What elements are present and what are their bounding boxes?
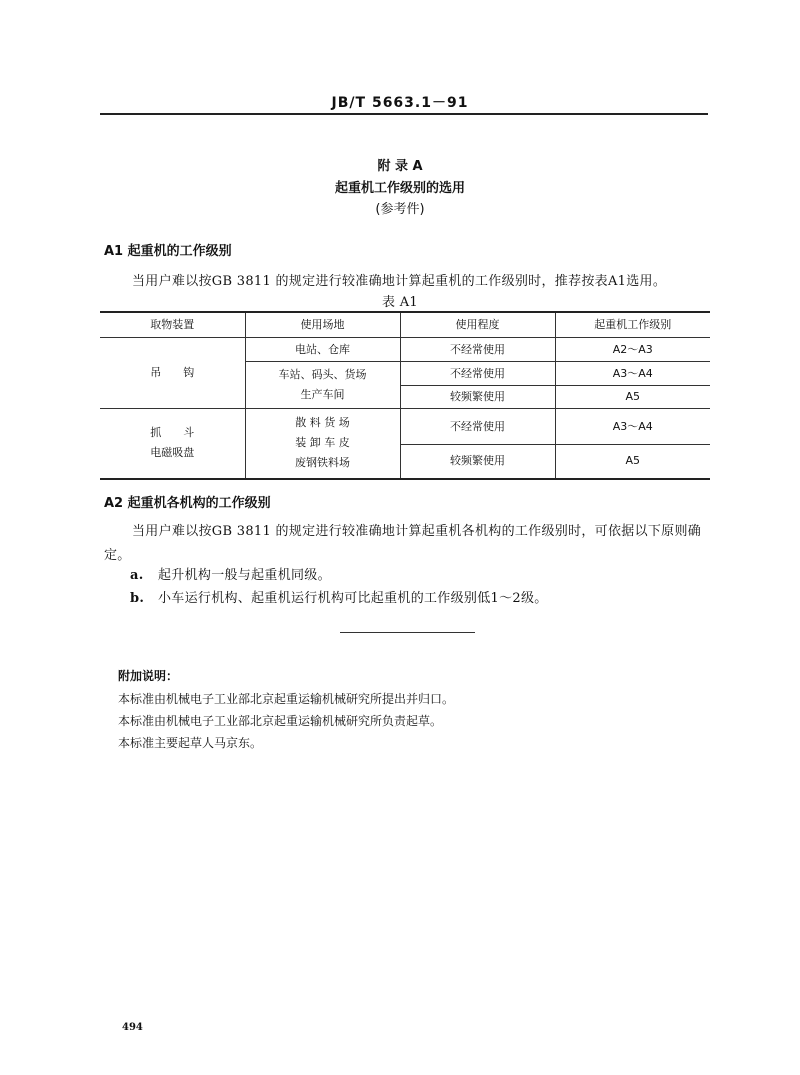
device-cell: 抓 斗 电磁吸盘: [100, 409, 245, 479]
standard-code-header: JB/T 5663.1－91: [331, 95, 469, 111]
section-a2-text: 当用户难以按GB 3811 的规定进行较准确地计算起重机各机构的工作级别时，可依据以下原则确定。: [104, 524, 702, 563]
level-cell: A3～A4: [555, 362, 710, 386]
usage-cell: 较频繁使用: [400, 386, 555, 409]
section-end-rule: [340, 632, 475, 633]
list-text: 起升机构一般与起重机同级。: [158, 568, 331, 583]
list-item: [130, 564, 331, 583]
appendix-label: 附 录 A: [377, 159, 423, 174]
page-number: 494: [122, 1022, 143, 1033]
table-header-cell: 取物装置: [100, 312, 245, 338]
usage-cell: 较频繁使用: [400, 445, 555, 479]
usage-cell: 不经常使用: [400, 409, 555, 445]
notes-line: 本标准由机械电子工业部北京起重运输机械研究所负责起草。: [118, 714, 443, 728]
level-cell: A5: [555, 445, 710, 479]
table-header-cell: 使用场地: [245, 312, 400, 338]
notes-line: 本标准由机械电子工业部北京起重运输机械研究所提出并归口。: [118, 692, 455, 706]
table-header-cell: 起重机工作级别: [555, 312, 710, 338]
notes-line: 本标准主要起草人马京东。: [118, 736, 263, 750]
list-marker: a.: [130, 568, 144, 583]
table-caption: 表 A1: [382, 295, 418, 310]
device-cell: 吊 钩: [100, 338, 245, 409]
list-text: 小车运行机构、起重机运行机构可比起重机的工作级别低1～2级。: [158, 591, 548, 606]
work-level-table: [100, 311, 710, 480]
site-cell: 散 料 货 场 装 卸 车 皮 废钢铁料场: [245, 409, 400, 479]
table-row: [100, 338, 710, 362]
site-cell: 车站、码头、货场 生产车间: [245, 362, 400, 409]
usage-cell: 不经常使用: [400, 338, 555, 362]
level-cell: A3～A4: [555, 409, 710, 445]
header-rule: [100, 113, 708, 115]
table-row: [100, 409, 710, 445]
level-cell: A5: [555, 386, 710, 409]
section-a2-heading: A2 起重机各机构的工作级别: [104, 496, 271, 511]
list-item: [130, 587, 548, 606]
site-cell: 电站、仓库: [245, 338, 400, 362]
table-header-cell: 使用程度: [400, 312, 555, 338]
section-a1-heading: A1 起重机的工作级别: [104, 244, 232, 259]
notes-heading: 附加说明：: [118, 669, 179, 683]
appendix-subtitle: (参考件): [375, 202, 425, 217]
table-header-row: [100, 312, 710, 338]
section-a1-text: 当用户难以按GB 3811 的规定进行较准确地计算起重机的工作级别时，推荐按表A1选用。: [132, 274, 667, 289]
appendix-title: 起重机工作级别的选用: [334, 181, 465, 196]
usage-cell: 不经常使用: [400, 362, 555, 386]
list-marker: b.: [130, 591, 145, 606]
level-cell: A2～A3: [555, 338, 710, 362]
